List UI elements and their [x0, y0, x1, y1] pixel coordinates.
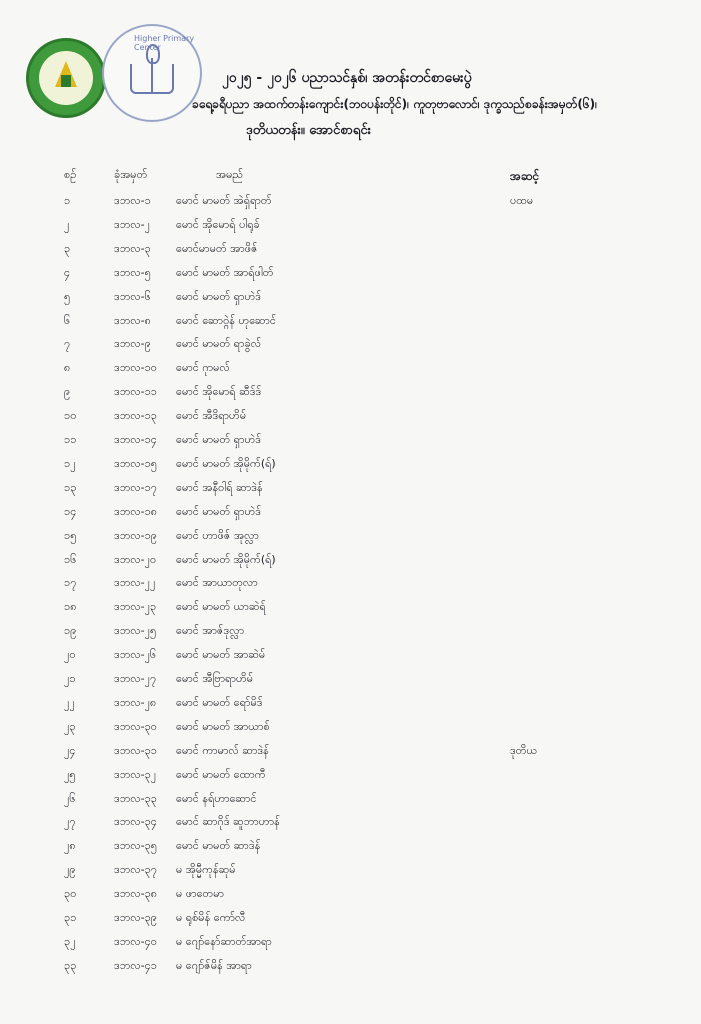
row-number: ၂၇: [64, 815, 76, 829]
row-reg-no: ဒဘလ-၃၉: [114, 911, 157, 924]
page-title: ၂၀၂၅ - ၂၀၂၆ ပညာသင်နှစ်၊ အတန်းတင်စာမေးပွဲ: [222, 70, 472, 86]
row-reg-no: ဒဘလ-၃၅: [114, 839, 157, 853]
row-number: ၅: [64, 289, 71, 303]
row-number: ၈: [64, 361, 71, 375]
row-reg-no: ဒဘလ-၂၀: [114, 552, 157, 566]
row-reg-no: ဒဘလ-၁၉: [114, 528, 157, 542]
grade-subtitle: ဒုတိယတန်း။ အောင်စာရင်း: [246, 123, 371, 138]
table-row: [0, 481, 701, 505]
row-reg-no: ဒဘလ-၅: [114, 265, 151, 279]
row-name: မောင် မာမတ် ဆာဒဲန်: [176, 839, 261, 853]
table-row: [0, 600, 701, 624]
table-row: [0, 385, 701, 409]
row-name: မ ဖာတေမာ: [176, 887, 225, 901]
table-row: [0, 361, 701, 385]
row-name: မောင် အိုမောရ် ဆီဒ်ဒ်: [176, 385, 262, 399]
logo-ring-text: Higher Primary Center: [134, 34, 195, 52]
row-reg-no: ဒဘလ-၂: [114, 217, 151, 231]
row-rank: ပထမ: [510, 194, 534, 207]
row-reg-no: ဒဘလ-၁၄: [114, 433, 157, 446]
row-name: မောင် ကာမာလ် ဆာဒဲန်: [176, 743, 269, 757]
row-rank: ဒုတိယ: [510, 743, 538, 757]
school-logo-right: [102, 24, 202, 122]
row-name: မောင် မာမတ် အာဆဲမ်: [176, 648, 266, 662]
column-header-reg: ခုံအမှတ်: [114, 168, 148, 181]
table-row: [0, 242, 701, 266]
row-reg-no: ဒဘလ-၃၀: [114, 719, 157, 733]
row-number: ၁၃: [64, 480, 77, 494]
row-reg-no: ဒဘလ-၃၇: [114, 863, 157, 877]
column-header-name: အမည်: [216, 168, 244, 181]
row-name: မောင် မာမတ် ယာဆဲရ်: [176, 600, 266, 614]
table-row: [0, 792, 701, 816]
table-row: [0, 337, 701, 361]
row-reg-no: ဒဘလ-၂၂: [114, 576, 156, 590]
row-number: ၂၃: [64, 719, 76, 733]
row-number: ၃: [64, 241, 71, 255]
row-number: ၂၉: [64, 863, 76, 877]
row-number: ၂၈: [64, 839, 76, 853]
table-row: [0, 839, 701, 863]
table-row: [0, 648, 701, 672]
row-number: ၃၂: [64, 934, 76, 948]
table-row: [0, 959, 701, 983]
row-name: မောင် မာမတ် ရှာဟဲဒ်: [176, 504, 262, 518]
row-reg-no: ဒဘလ-၁: [114, 194, 151, 207]
table-row: [0, 887, 701, 911]
table-row: [0, 505, 701, 529]
row-reg-no: ဒဘလ-၃: [114, 241, 151, 255]
row-number: ၂၅: [64, 767, 76, 781]
table-row: [0, 744, 701, 768]
row-number: ၁၄: [64, 504, 77, 518]
row-name: မောင် မာမတ် အိုမိုက်(ရ်): [176, 552, 276, 566]
table-row: [0, 672, 701, 696]
row-reg-no: ဒဘလ-၃၈: [114, 887, 158, 901]
row-reg-no: ဒဘလ-၁၁: [114, 385, 157, 399]
table-row: [0, 576, 701, 600]
row-number: ၉: [64, 385, 71, 399]
row-number: ၁၉: [64, 624, 77, 638]
row-name: မောင် အာဇ်ဒုလ္လာ: [176, 624, 245, 638]
table-row: [0, 409, 701, 433]
row-number: ၁၆: [64, 552, 77, 566]
row-reg-no: ဒဘလ-၆: [114, 289, 151, 303]
school-name: ခရေ့ခရီပညာ အထက်တန်းကျောင်း(ဘဝပန်းတိုင်)၊ ကူတုဗာလောင်၊ ဒုက္ခသည်စခန်းအမှတ်(၆)၊: [192, 97, 598, 111]
row-name: မောင် နရ်ဟာဆောင်: [176, 791, 257, 805]
row-reg-no: ဒဘလ-၃၁: [114, 743, 157, 757]
table-row: [0, 314, 701, 338]
row-reg-no: ဒဘလ-၁၅: [114, 456, 157, 470]
row-reg-no: ဒဘလ-၁၃: [114, 409, 157, 423]
row-name: မောင် အိုမောရ် ပါရုခ်: [176, 217, 260, 231]
row-name: မောင် မာမတ် အာယာစ်: [176, 719, 270, 733]
row-number: ၂: [64, 217, 70, 231]
row-number: ၁၅: [64, 528, 77, 542]
row-name: မောင် မာမတ် ရှာဟဲဒ်: [176, 289, 262, 303]
table-row: [0, 218, 701, 242]
row-name: မောင် ဆာဂိုဒ် ဆူဘာဟာန်: [176, 815, 280, 829]
row-name: မောင် ဆောဝ္ဂဲန် ဟုဆောင်: [176, 313, 277, 327]
row-number: ၁၈: [64, 600, 77, 614]
row-number: ၃၁: [64, 911, 77, 924]
column-header-no: စဉ်: [64, 168, 77, 181]
row-number: ၃၀: [64, 887, 77, 901]
row-reg-no: ဒဘလ-၁၀: [114, 361, 157, 375]
logo-emblem: [39, 51, 93, 105]
logo-base: [61, 75, 71, 87]
row-reg-no: ဒဘလ-၁၇: [114, 480, 157, 494]
table-row: [0, 863, 701, 887]
row-number: ၁၇: [64, 576, 77, 590]
row-number: ၁၁: [64, 433, 77, 446]
row-number: ၄: [64, 265, 71, 279]
row-name: မ အိုမ္မီကုန်ဆုမ်: [176, 863, 236, 877]
row-reg-no: ဒဘလ-၂၆: [114, 648, 157, 662]
row-name: မောင် မာမတ် ရာခွဲလ်: [176, 337, 262, 351]
row-number: ၂၄: [64, 743, 76, 757]
row-number: ၃၃: [64, 958, 77, 972]
row-name: မောင် မာမတ် ရှာဟဲဒ်: [176, 433, 262, 446]
row-reg-no: ဒဘလ-၁၈: [114, 504, 158, 518]
row-reg-no: ဒဘလ-၃၄: [114, 815, 157, 829]
row-name: မ ရုစ်မိန် ကော်လီ: [176, 911, 246, 924]
column-header-rank: အဆင့်: [510, 169, 540, 183]
row-name: မောင် မာမတ် အာရ်ဖါတ်: [176, 265, 274, 279]
row-reg-no: ဒဘလ-၂၇: [114, 672, 157, 685]
row-name: မောင် မာမတ် အိုမိုက်(ရ်): [176, 456, 276, 470]
table-row: [0, 433, 701, 457]
flame-icon: [146, 44, 160, 64]
row-number: ၁၀: [64, 409, 77, 423]
table-row: [0, 696, 701, 720]
row-name: မောင် မာမတ် ရော်မိဒ်: [176, 695, 263, 709]
row-name: မ ဂျော်ဇ်မိန် အာရာ: [176, 958, 252, 972]
row-name: မောင် မာမတ် အဲရှ်ရာတ်: [176, 194, 272, 207]
row-number: ၁၂: [64, 456, 76, 470]
row-reg-no: ဒဘလ-၄၀: [114, 934, 157, 948]
row-name: မောင် မာမတ် ထောကီ: [176, 767, 266, 781]
row-name: မ ဂျော်နော်ဆာတ်အာရာ: [176, 934, 272, 948]
table-row: [0, 720, 701, 744]
row-reg-no: ဒဘလ-၃၃: [114, 791, 157, 805]
table-row: [0, 768, 701, 792]
row-number: ၁: [64, 194, 71, 207]
row-number: ၂၁: [64, 672, 76, 685]
row-name: မောင် အီဗြာရာဟိမ်: [176, 672, 254, 685]
row-number: ၂၀: [64, 648, 76, 662]
row-reg-no: ဒဘလ-၈: [114, 313, 151, 327]
table-row: [0, 624, 701, 648]
table-row: [0, 194, 701, 218]
table-row: [0, 815, 701, 839]
row-name: မောင် ဂုာမလ်: [176, 361, 230, 375]
row-reg-no: ဒဘလ-၂၃: [114, 600, 157, 614]
row-reg-no: ဒဘလ-၂၈: [114, 695, 157, 709]
row-reg-no: ဒဘလ-၂၅: [114, 624, 157, 638]
row-name: မောင် အာယာတုလာ: [176, 576, 258, 590]
row-number: ၆: [64, 313, 71, 327]
row-name: မောင် အနီဝါရ် ဆာဒဲန်: [176, 480, 263, 494]
table-row: [0, 935, 701, 959]
table-row: [0, 266, 701, 290]
row-name: မောင် ဟာဖိဇ် အုလ္လာ: [176, 528, 259, 542]
table-row: [0, 290, 701, 314]
row-number: ၂၂: [64, 695, 75, 709]
row-number: ၂၆: [64, 791, 76, 805]
row-name: မောင် အီဒိရာဟိမ်: [176, 409, 247, 423]
table-row: [0, 911, 701, 935]
row-number: ၇: [64, 337, 71, 351]
row-name: မောင်မာမတ် အာဖိဇ်: [176, 241, 258, 255]
row-reg-no: ဒဘလ-၃၂: [114, 767, 157, 781]
table-row: [0, 457, 701, 481]
row-reg-no: ဒဘလ-၉: [114, 337, 151, 351]
row-reg-no: ဒဘလ-၄၁: [114, 958, 157, 972]
table-row: [0, 553, 701, 577]
book-icon: [130, 64, 174, 94]
school-logo-left: [26, 38, 106, 118]
table-row: [0, 529, 701, 553]
